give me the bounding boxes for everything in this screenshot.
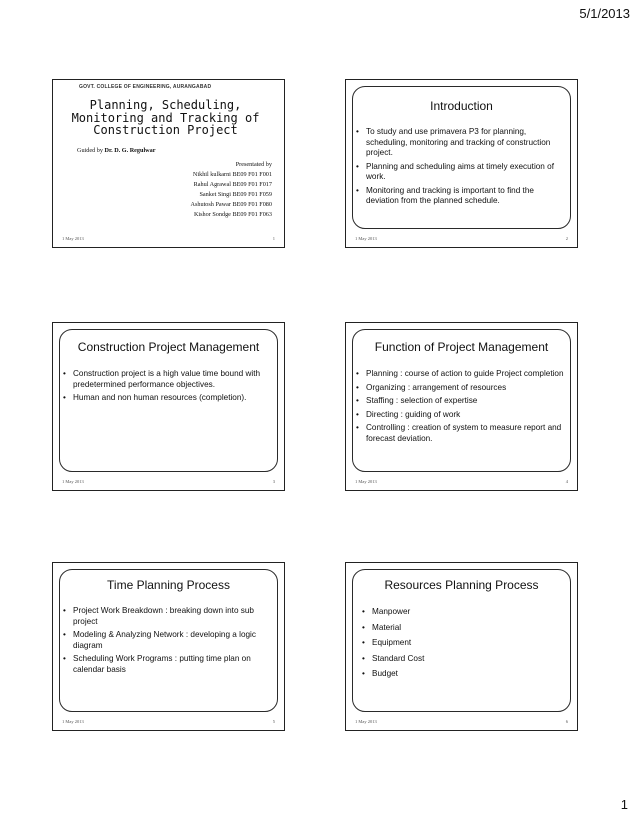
member-name: Kishor Sondge BE09 F01 F063 <box>193 211 272 218</box>
bullet-icon: • <box>356 369 359 378</box>
slide-3 <box>52 322 285 491</box>
guided-by <box>77 147 156 154</box>
guide-name: Dr. D. G. Regulwar <box>104 147 156 154</box>
bullet-icon: • <box>362 669 365 678</box>
bullet-icon: • <box>362 607 365 616</box>
title-line: Monitoring and Tracking of <box>71 110 260 125</box>
slide-4 <box>345 322 578 491</box>
bullet-list <box>362 607 565 685</box>
bullet-item: • Project Work Breakdown : breaking down into sub project <box>63 606 254 626</box>
bullet-item: • Monitoring and tracking is important to find the deviation from the planned schedule. <box>356 185 534 205</box>
slide-1-title <box>59 99 272 137</box>
bullet-icon: • <box>356 382 359 392</box>
bullet-icon: • <box>356 409 359 419</box>
bullet-icon: • <box>63 630 66 639</box>
member-name: Sanket Singi BE09 F01 F059 <box>199 191 272 198</box>
slide-5 <box>52 562 285 731</box>
bullet-list <box>356 369 565 447</box>
bullet-item: • Directing : guiding of work <box>356 409 461 419</box>
bullet-item: • Standard Cost <box>362 653 425 663</box>
bullet-icon: • <box>362 622 365 632</box>
slide-footer-date: 1 May 2013 <box>62 719 84 724</box>
bullet-item: • To study and use primavera P3 for planning, scheduling, monitoring and tracking of construction project. <box>356 127 551 157</box>
bullet-icon: • <box>362 638 365 647</box>
slide-footer-date: 1 May 2013 <box>355 236 377 241</box>
bullet-list <box>63 606 272 678</box>
page-number: 1 <box>620 797 628 812</box>
slide-title: Time Planning Process <box>107 578 230 592</box>
slide-footer-number: 2 <box>565 236 568 241</box>
slide-1 <box>52 79 285 248</box>
slide-title: Resources Planning Process <box>384 578 539 592</box>
title-line: Planning, Scheduling, <box>89 98 242 112</box>
bullet-icon: • <box>63 654 66 663</box>
presented-by-label: Presentated by <box>235 161 272 168</box>
slide-footer-date: 1 May 2013 <box>355 479 377 484</box>
slide-footer-number: 3 <box>272 479 275 484</box>
bullet-item: • Controlling : creation of system to measure report and forecast deviation. <box>356 423 562 443</box>
bullet-icon: • <box>356 185 359 195</box>
presented-by-block <box>191 160 272 220</box>
member-name: Rahul Agrawal BE09 F01 F017 <box>193 181 272 188</box>
slide-footer-date: 1 May 2013 <box>62 479 84 484</box>
bullet-icon: • <box>356 127 359 136</box>
bullet-item: • Material <box>362 622 402 632</box>
bullet-item: • Manpower <box>362 607 411 616</box>
slide-2 <box>345 79 578 248</box>
page-date: 5/1/2013 <box>579 6 630 21</box>
slide-6 <box>345 562 578 731</box>
bullet-icon: • <box>362 653 365 663</box>
bullet-icon: • <box>63 606 66 615</box>
bullet-item: • Construction project is a high value time bound with predetermined performance objectives. <box>63 369 261 389</box>
slide-footer-date: 1 May 2013 <box>355 719 377 724</box>
slide-title: Construction Project Management <box>77 340 260 354</box>
bullet-item: • Equipment <box>362 638 412 647</box>
bullet-icon: • <box>63 393 66 402</box>
bullet-item: • Scheduling Work Programs : putting time plan on calendar basis <box>63 654 251 674</box>
slide-title: Function of Project Management <box>374 340 549 354</box>
slide-footer-number: 4 <box>565 479 568 484</box>
bullet-icon: • <box>356 423 359 432</box>
member-name: Ashutosh Pawar BE09 F01 F080 <box>190 201 272 208</box>
bullet-list <box>356 127 565 210</box>
bullet-item: • Organizing : arrangement of resources <box>356 382 507 392</box>
slide-footer-number: 6 <box>565 719 568 724</box>
bullet-item: • Modeling & Analyzing Network : developing a logic diagram <box>63 630 256 650</box>
bullet-item: • Budget <box>362 669 398 678</box>
bullet-icon: • <box>356 161 359 171</box>
slide-footer-number: 1 <box>272 236 275 241</box>
member-name: Nikhil kulkarni BE09 F01 F001 <box>192 171 272 178</box>
bullet-item: • Staffing : selection of expertise <box>356 396 478 405</box>
college-name: GOVT. COLLEGE OF ENGINEERING, AURANGABAD <box>79 84 212 90</box>
bullet-list <box>63 369 272 407</box>
bullet-item: • Human and non human resources (completion). <box>63 393 247 402</box>
slide-footer-date: 1 May 2013 <box>62 236 84 241</box>
bullet-item: • Planning and scheduling aims at timely execution of work. <box>356 161 554 181</box>
bullet-item: • Planning : course of action to guide Project completion <box>356 369 564 378</box>
bullet-icon: • <box>63 369 66 378</box>
slide-footer-number: 5 <box>272 719 275 724</box>
bullet-icon: • <box>356 396 359 405</box>
guided-prefix: Guided by <box>77 147 103 154</box>
slide-title: Introduction <box>430 99 493 113</box>
title-line: Construction Project <box>93 123 238 137</box>
